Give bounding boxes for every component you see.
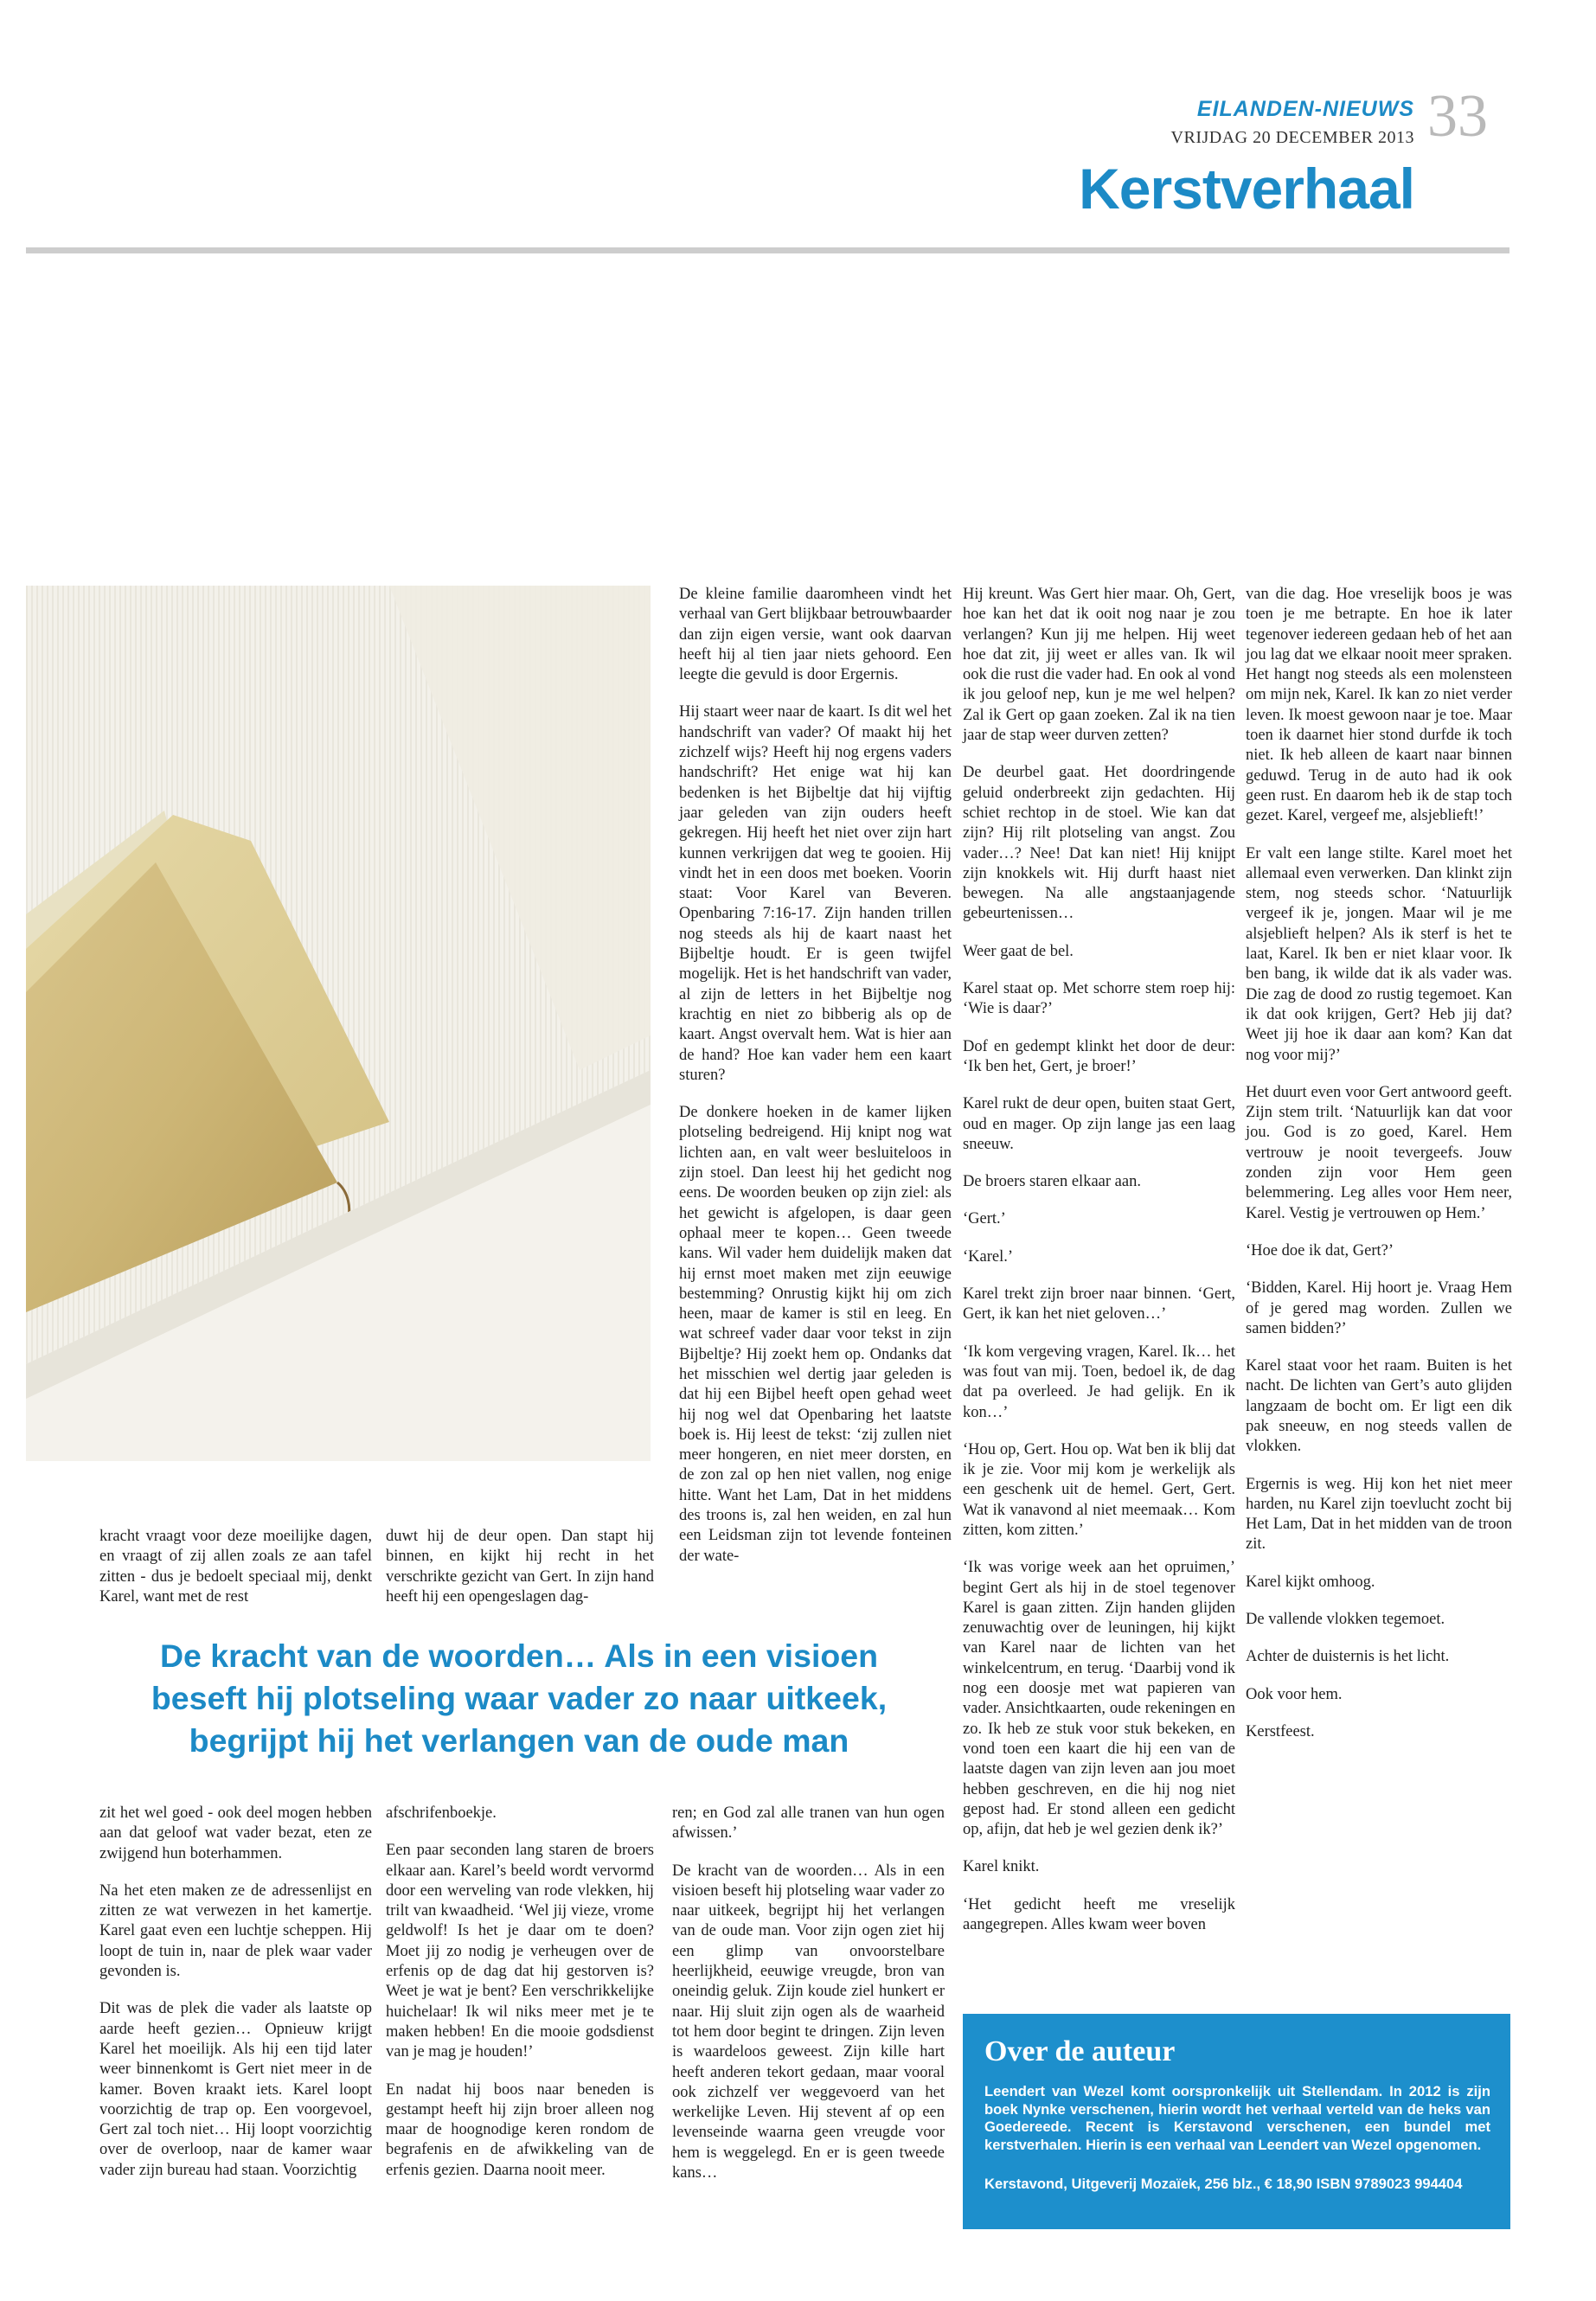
article-paragraph: De kleine familie daaromheen vindt het verhaal van Gert blijkbaar betrouwbaarder dan zijn eigen versie, want ook daarvan heeft hij al tien jaar niets gehoord. Een leegte die gevuld is door Ergernis. bbox=[679, 586, 952, 684]
pull-quote-line: beseft hij plotseling waar vader zo naar uitkeek, bbox=[151, 1680, 888, 1716]
envelope-illustration bbox=[26, 586, 651, 1461]
section-title: Kerstverhaal bbox=[1079, 157, 1414, 221]
article-paragraph: De kracht van de woorden… Als in een visioen beseft hij plotseling waar vader zo naar uitkeek, begrijpt hij het verlangen van de oude man. Voor zijn ogen ziet hij een glimp van onvoorstelbare heerlijkheid, eeuwige vreugde, bron van oneindig geluk. Zijn koude ziel hunkert er naar. Hij sluit zijn ogen als de waarheid tot hem door begint te dringen. Zijn leven is waardeloos geweest. Zijn kille hart heeft anderen tekort gedaan, maar vooral ook zichzelf ver weggevoerd van het werkelijke Leven. Hij stevent af op een levenseinde waarna geen vreugde voor hem is weggelegd. En er is geen tweede kans… bbox=[672, 1862, 945, 2182]
article-paragraph: Karel staat voor het raam. Buiten is het nacht. De lichten van Gert’s auto glijden langzaam de bocht om. Er ligt een dik pak sneeuw, en nog steeds vallen de vlokken. bbox=[1246, 1357, 1512, 1456]
article-paragraph: ‘Karel.’ bbox=[963, 1247, 1014, 1266]
article-paragraph: zit het wel goed - ook deel mogen hebben aan dat geloof wat vader bezat, eten ze zwijgend hun boterhammen. bbox=[99, 1804, 372, 1862]
article-column-mid-1 bbox=[99, 1527, 372, 1607]
article-paragraph: Ergernis is weg. Hij kon het niet meer harden, nu Karel zijn toevlucht zocht bij Het Lam, Dat in het midden van de troon zit. bbox=[1246, 1475, 1512, 1554]
article-paragraph: Karel staat op. Met schorre stem roep hij: ‘Wie is daar?’ bbox=[963, 980, 1235, 1018]
article-paragraph: Dof en gedempt klinkt het door de deur: ‘Ik ben het, Gert, je broer!’ bbox=[963, 1037, 1235, 1075]
article-paragraph: En nadat hij boos naar beneden is gestampt heeft hij zijn broer alleen nog maar de hoognodige keren rondom de begrafenis en de afwikkeling van de erfenis gezien. Daarna nooit meer. bbox=[386, 2080, 654, 2179]
issue-date: VRIJDAG 20 DECEMBER 2013 bbox=[1170, 128, 1414, 147]
article-column-low-3 bbox=[672, 1804, 945, 2183]
article-paragraph: De broers staren elkaar aan. bbox=[963, 1173, 1141, 1191]
article-paragraph: De donkere hoeken in de kamer lijken plotseling bedreigend. Hij knipt nog wat lichten aan, en valt weer besluiteloos in zijn stoel. Dan leest hij het gedicht nog eens. De woorden beuken op zijn ziel: als het gewicht is afgelopen, is daar geen ophaal meer te kopen… Geen tweede kans. Wil vader hem duidelijk maken dat hij ernst moet maken met zijn eeuwige bestemming? Onrustig kijkt hij om zich heen, maar de kamer is stil en leeg. En wat schreef vader daar voor tekst in zijn Bijbeltje? Hij zoekt hem op. Ondanks dat het misschien wel dertig jaar geleden is dat hij een Bijbel heeft open gehad weet hij nog wel dat Openbaring het laatste boek is. Hij leest de tekst: ‘zij zullen niet meer hongeren, en niet meer dorsten, en de zon zal op hen niet vallen, nog enige hitte. Want het Lam, Dat in het middens des troons is, zal hen weiden, en zal hun een Leidsman zijn tot levende fonteinen der wate- bbox=[679, 1104, 952, 1565]
article-column-3 bbox=[1246, 585, 1512, 1742]
article-paragraph: ‘Hou op, Gert. Hou op. Wat ben ik blij dat ik je zie. Voor mij kom je werkelijk als een geschenk uit de hemel. Gert, Gert. Wat ik vanavond al niet meemaak… Kom zitten, kom zitten.’ bbox=[963, 1440, 1235, 1539]
article-column-mid-2 bbox=[386, 1527, 654, 1607]
article-column-low-2 bbox=[386, 1804, 654, 2181]
pull-quote-line: begrijpt hij het verlangen van de oude man bbox=[189, 1722, 849, 1759]
article-paragraph: afschrifenboekje. bbox=[386, 1804, 497, 1822]
article-paragraph: Karel knikt. bbox=[963, 1858, 1040, 1876]
article-paragraph: ‘Ik was vorige week aan het opruimen,’ begint Gert als hij in de stoel tegenover Karel is gaan zitten. Zijn handen glijden zenuwachtig over de leuningen, hij kijkt van Karel naar de lichten van het winkelcentrum, en terug. ‘Daarbij vond ik nog een doosje met wat papieren van vader. Ansichtkaarten, oude rekeningen en zo. Ik heb ze stuk voor stuk bekeken, en vond toen een kaart die hij een van de laatste dagen van zijn leven aan jou moet hebben geschreven, en die hij nog niet gepost had. Er stond alleen een gedicht op, afijn, dat heb je wel gezien denk ik?’ bbox=[963, 1559, 1235, 1839]
envelope-photo bbox=[26, 586, 651, 1461]
article-paragraph: Karel trekt zijn broer naar binnen. ‘Gert, Gert, ik kan het niet geloven…’ bbox=[963, 1285, 1235, 1324]
article-paragraph: Karel rukt de deur open, buiten staat Gert, oud en mager. Op zijn lange jas een laag sneeuw. bbox=[963, 1095, 1235, 1153]
article-paragraph: Kerstfeest. bbox=[1246, 1722, 1315, 1740]
newspaper-logo: EILANDEN-NIEUWS bbox=[1196, 97, 1414, 121]
article-paragraph: ren; en God zal alle tranen van hun ogen afwissen.’ bbox=[672, 1804, 945, 1843]
pull-quote bbox=[91, 1635, 947, 1762]
article-paragraph: Weer gaat de bel. bbox=[963, 942, 1074, 960]
article-column-low-1 bbox=[99, 1804, 372, 2181]
article-paragraph: Karel kijkt omhoog. bbox=[1246, 1573, 1375, 1591]
article-paragraph: Een paar seconden lang staren de broers elkaar aan. Karel’s beeld wordt vervormd door een werveling van rode vlekken, hij trilt van kwaadheid. ‘Wel jij vieze, vrome geldwolf! Is het je daar om te doen? Moet jij zo nodig je verheugen over de erfenis op de dag dat hij gestorven is? Weet je wat je bent? Een verschrikkelijke huichelaar! Ik wil niks meer met je te maken hebben! En die mooie godsdienst van je mag je houden!’ bbox=[386, 1842, 654, 2061]
author-info-box bbox=[963, 2014, 1510, 2229]
article-paragraph: ‘Hoe doe ik dat, Gert?’ bbox=[1246, 1241, 1394, 1259]
author-box-text: Leendert van Wezel komt oorspronkelijk uit Stellendam. In 2012 is zijn boek Nynke verschenen, hierin wordt het verhaal verteld van de heks van Goedereede. Recent is Kerstavond verschenen, een bundel met kerstverhalen. Hierin is een verhaal van Leendert van Wezel opgenomen. bbox=[984, 2083, 1490, 2154]
pull-quote-line: De kracht van de woorden… Als in een visioen bbox=[159, 1638, 879, 1674]
article-paragraph: Hij kreunt. Was Gert hier maar. Oh, Gert, hoe kan het dat ik ooit nog naar je zou verlangen? Kun jij me helpen. Hij weet hoe dat zit, jij weet er alles van. Ik wil ook die rust die vader had. En ook al vond ik jou geloof nep, kun je me wel helpen? Zal ik Gert op gaan zoeken. Zal ik na tien jaar de stap weer durven zetten? bbox=[963, 586, 1235, 745]
article-paragraph: duwt hij de deur open. Dan stapt hij binnen, en kijkt hij recht in het verschrikte gezicht van Gert. In zijn hand heeft hij een opengeslagen dag- bbox=[386, 1528, 654, 1606]
article-paragraph: ‘Het gedicht heeft me vreselijk aangegrepen. Alles kwam weer boven bbox=[963, 1895, 1235, 1934]
article-paragraph: Het duurt even voor Gert antwoord geeft. Zijn stem trilt. ‘Natuurlijk kan dat voor jou. God is zo goed, Karel. Hem vertrouw je nooit tevergeefs. Jouw zonden zijn voor Hem geen belemmering. Leg alles voor Hem neer, Karel. Vestig je vertrouwen op Hem.’ bbox=[1246, 1083, 1512, 1222]
article-paragraph: Na het eten maken ze de adressenlijst en zitten ze wat verwezen in het kamertje. Karel gaat even een luchtje scheppen. Hij loopt de tuin in, naar de plek waar vader gevonden is. bbox=[99, 1881, 372, 1981]
header-divider bbox=[26, 247, 1509, 253]
article-paragraph: ‘Bidden, Karel. Hij hoort je. Vraag Hem of je gered mag worden. Zullen we samen bidden?’ bbox=[1246, 1279, 1512, 1337]
article-paragraph: Achter de duisternis is het licht. bbox=[1246, 1648, 1450, 1666]
article-paragraph: ‘Ik kom vergeving vragen, Karel. Ik… het was fout van mij. Toen, bedoel ik, de dag dat pa overleed. Je had gelijk. En ik kon…’ bbox=[963, 1343, 1235, 1421]
book-details: Kerstavond, Uitgeverij Mozaïek, 256 blz., € 18,90 ISBN 9789023 994404 bbox=[984, 2176, 1463, 2192]
article-paragraph: Hij staart weer naar de kaart. Is dit wel het handschrift van vader? Of maakt hij het zichzelf wijs? Heeft hij nog ergens vaders handschrift? Het enige wat hij kan bedenken is het Bijbeltje dat hij vijftig jaar geleden van zijn ouders heeft gekregen. Hij heeft het niet over zijn hart kunnen verkrijgen dat weg te gooien. Hij vindt het in een doos met boeken. Voorin staat: Voor Karel van Beveren. Openbaring 7:16-17. Zijn handen trillen nog steeds als hij de kaart naast het Bijbeltje houdt. Er is geen twijfel mogelijk. Het is het handschrift van vader, al zijn de letters in het Bijbeltje nog krachtig en niet zo bibberig als op de kaart. Angst overvalt hem. Wat is hier aan de hand? Hoe kan vader hem een kaart sturen? bbox=[679, 703, 952, 1084]
article-paragraph: van die dag. Hoe vreselijk boos je was toen je me betrapte. En hoe ik later tegenover iedereen gedaan heb of het aan jou lag dat we elkaar nooit meer spraken. Het hangt nog steeds als een molensteen om mijn nek, Karel. Ik kan zo niet verder leven. Ik moest gewoon naar je toe. Maar toen ik daarnet hier stond durfde ik toch niet. Ik heb alleen de kaart naar binnen geduwd. Terug in de auto had ik ook geen rust. En daarom heb ik de stap toch gezet. Karel, vergeef me, alsjeblieft!’ bbox=[1246, 586, 1512, 825]
article-paragraph: Ook voor hem. bbox=[1246, 1685, 1343, 1703]
article-paragraph: Dit was de plek die vader als laatste op aarde heeft gezien… Opnieuw krijgt Karel het moeilijk. Als hij een tijd later weer binnenkomt is Gert niet meer in de kamer. Boven kraakt iets. Karel loopt voorzichtig de trap op. Een voorgevoel, Gert zal toch niet… Hij loopt voorzichtig over de overloop, naar de kamer waar vader zijn bureau had staan. Voorzichtig bbox=[99, 2000, 372, 2179]
article-column-1 bbox=[679, 585, 952, 1567]
article-paragraph: De deurbel gaat. Het doordringende geluid onderbreekt zijn gedachten. Hij schiet rechtop in de stoel. Wie kan dat zijn? Hij rilt plotseling van angst. Zou vader…? Nee! Dat kan niet! Hij knijpt zijn knokkels wit. Hij durft haast niet bewegen. Na alle angstaanjagende gebeurtenissen… bbox=[963, 764, 1235, 923]
article-paragraph: kracht vraagt voor deze moeilijke dagen, en vraagt of zij allen zoals ze aan tafel zitten - dus je bedoelt speciaal mij, denkt Karel, want met de rest bbox=[99, 1528, 372, 1606]
page-number: 33 bbox=[1427, 83, 1488, 150]
article-paragraph: De vallende vlokken tegemoet. bbox=[1246, 1611, 1445, 1629]
article-column-2 bbox=[963, 585, 1235, 1935]
article-paragraph: ‘Gert.’ bbox=[963, 1210, 1006, 1228]
author-box-title: Over de auteur bbox=[984, 2035, 1176, 2067]
article-paragraph: Er valt een lange stilte. Karel moet het allemaal even verwerken. Dan klinkt zijn stem, nog steeds schor. ‘Natuurlijk vergeef ik je, jongen. Maar wil je me alsjeblieft helpen? Als ik sterf is het te laat, Karel. Ik ben er niet klaar voor. Ik ben bang, ik wilde dat ik als vader was. Die zag de dood zo rustig tegemoet. Kan ik dat ook krijgen, Gert? Heb jij dat? Weet jij hoe ik daar aan kom? Kan dat nog voor mij?’ bbox=[1246, 844, 1512, 1064]
